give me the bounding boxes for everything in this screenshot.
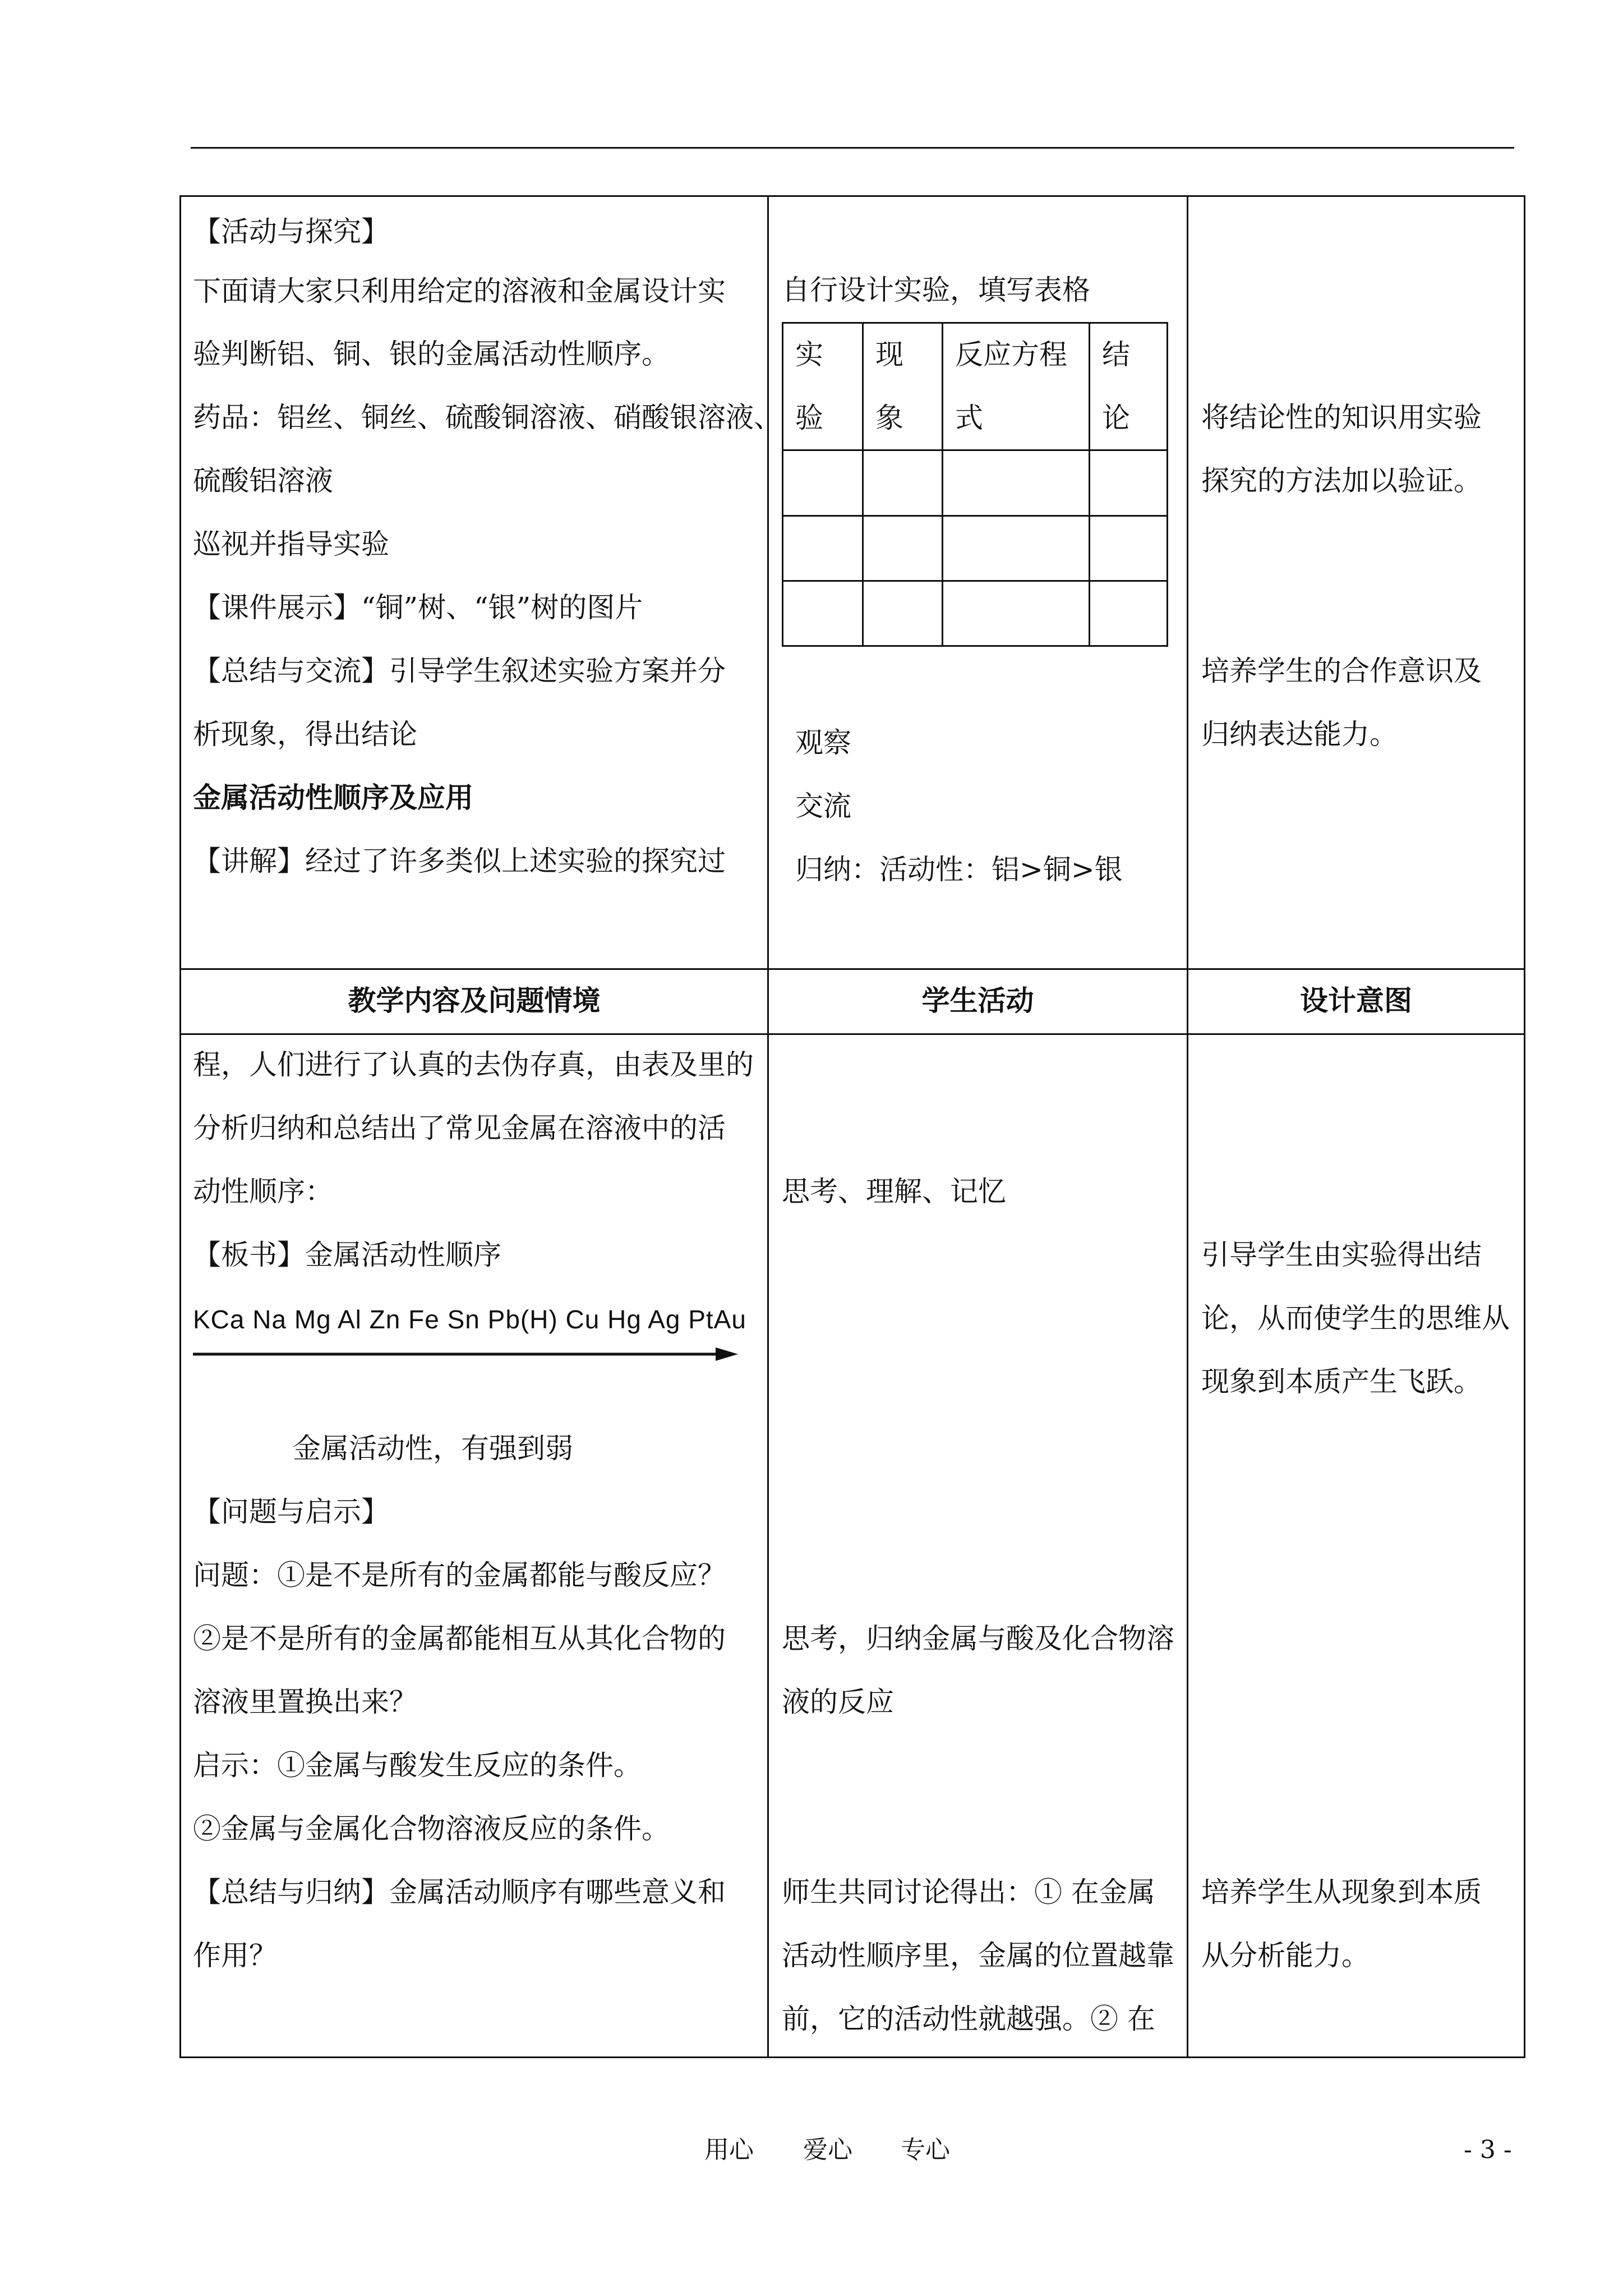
footer-motto-3: 专心 <box>901 2136 950 2164</box>
continuation-line-2: 分析归纳和总结出了常见金属在溶液中的活 <box>193 1112 726 1144</box>
materials-line-1: 药品：铝丝、铜丝、硫酸铜溶液、硝酸银溶液、 <box>193 401 782 434</box>
guide-line-3: 现象到本质产生飞跃。 <box>1201 1365 1482 1398</box>
table-border-right <box>1524 195 1525 2058</box>
summarize-line-1: 【总结与归纳】金属活动顺序有哪些意义和 <box>193 1876 726 1908</box>
discussion-line-1: 师生共同讨论得出：① 在金属 <box>782 1876 1155 1908</box>
exp-header-equation-1: 反应方程 <box>955 338 1067 371</box>
exp-table-col-line <box>862 322 864 647</box>
exp-header-experiment-1: 实 <box>795 338 823 371</box>
header-rule <box>191 147 1514 149</box>
table-col-divider-1 <box>767 195 769 2058</box>
arrow-caption: 金属活动性，有强到弱 <box>293 1432 573 1465</box>
discussion-line-2: 活动性顺序里，金属的位置越靠 <box>782 1939 1174 1972</box>
table-border-left <box>179 195 181 2058</box>
header-student-activity: 学生活动 <box>921 984 1034 1017</box>
exp-table-col-line <box>1166 322 1168 647</box>
cultivate-line-2: 从分析能力。 <box>1201 1939 1370 1972</box>
guide-line-1: 引导学生由实验得出结 <box>1201 1239 1482 1271</box>
cultivate-line-1: 培养学生从现象到本质 <box>1201 1876 1482 1908</box>
hint-line-1: 启示：①金属与酸发生反应的条件。 <box>193 1749 642 1782</box>
summary-line-2: 析现象，得出结论 <box>193 718 417 751</box>
guide-line-2: 论，从而使学生的思维从 <box>1201 1302 1510 1335</box>
courseware-text: 【课件展示】“铜”树、“银”树的图片 <box>193 591 643 624</box>
right-arrow-icon <box>191 1344 740 1364</box>
question-line-3: 溶液里置换出来？ <box>193 1686 417 1718</box>
header-design-intent: 设计意图 <box>1300 984 1412 1017</box>
question-title: 【问题与启示】 <box>193 1496 389 1528</box>
table-border-mid1 <box>179 968 1525 970</box>
exp-header-phenomenon-1: 现 <box>875 338 903 371</box>
header-teaching-content: 教学内容及问题情境 <box>348 984 601 1017</box>
section-heading: 金属活动性顺序及应用 <box>193 781 473 814</box>
exp-table-row-line <box>782 449 1168 451</box>
exp-header-conclusion-1: 结 <box>1102 338 1130 371</box>
table-border-mid2 <box>179 1033 1525 1035</box>
discussion-line-3: 前，它的活动性就越强。② 在 <box>782 2003 1155 2035</box>
exp-table-col-line <box>782 322 783 647</box>
exp-table-col-line <box>1089 322 1090 647</box>
instruction-line-1: 下面请大家只利用给定的溶液和金属设计实 <box>193 275 726 307</box>
question-line-1: 问题：①是不是所有的金属都能与酸反应？ <box>193 1559 726 1591</box>
exp-header-phenomenon-2: 象 <box>875 402 903 434</box>
summarize-line-2: 作用？ <box>193 1939 277 1972</box>
exp-table-row-line <box>782 580 1168 582</box>
exchange-text: 交流 <box>795 790 851 822</box>
hint-line-2: ②金属与金属化合物溶液反应的条件。 <box>193 1812 670 1845</box>
lecture-text: 【讲解】经过了许多类似上述实验的探究过 <box>193 845 726 877</box>
continuation-line-1: 程，人们进行了认真的去伪存真，由表及里的 <box>193 1048 754 1081</box>
instruction-line-2: 验判断铝、铜、银的金属活动性顺序。 <box>193 338 670 370</box>
think-text: 思考、理解、记忆 <box>782 1175 1006 1208</box>
footer-motto-1: 用心 <box>704 2136 754 2164</box>
activity-series: KCa Na Mg Al Zn Fe Sn Pb(H) Cu Hg Ag PtAu <box>193 1305 746 1334</box>
verify-line-2: 探究的方法加以验证。 <box>1201 464 1482 497</box>
materials-line-2: 硫酸铝溶液 <box>193 464 333 497</box>
exp-header-experiment-2: 验 <box>795 402 823 434</box>
design-prompt: 自行设计实验，填写表格 <box>782 274 1090 306</box>
table-col-divider-2 <box>1187 195 1188 2058</box>
cooperation-line-2: 归纳表达能力。 <box>1201 718 1398 751</box>
exp-table-col-line <box>942 322 943 647</box>
induction-text: 归纳：活动性：铝>铜>银 <box>795 853 1123 886</box>
exp-table-row-line <box>782 645 1168 647</box>
think-induce-line-2: 液的反应 <box>782 1686 894 1718</box>
question-line-2: ②是不是所有的金属都能相互从其化合物的 <box>193 1622 726 1655</box>
continuation-line-3: 动性顺序： <box>193 1175 333 1208</box>
board-text: 【板书】金属活动性顺序 <box>193 1239 501 1271</box>
observe-text: 观察 <box>795 726 851 759</box>
exp-header-equation-2: 式 <box>955 402 983 434</box>
think-induce-line-1: 思考，归纳金属与酸及化合物溶 <box>782 1622 1174 1655</box>
cooperation-line-1: 培养学生的合作意识及 <box>1201 655 1482 687</box>
verify-line-1: 将结论性的知识用实验 <box>1201 401 1482 434</box>
page-number: - 3 - <box>1464 2136 1512 2164</box>
patrol-text: 巡视并指导实验 <box>193 528 389 560</box>
footer-motto-2: 爱心 <box>803 2136 852 2164</box>
table-border-top <box>179 195 1525 197</box>
exp-header-conclusion-2: 论 <box>1102 402 1130 434</box>
exp-table-row-line <box>782 322 1168 324</box>
activity-title: 【活动与探究】 <box>193 215 389 248</box>
table-border-bottom <box>179 2056 1525 2058</box>
exp-table-row-line <box>782 515 1168 517</box>
summary-line-1: 【总结与交流】引导学生叙述实验方案并分 <box>193 655 726 687</box>
